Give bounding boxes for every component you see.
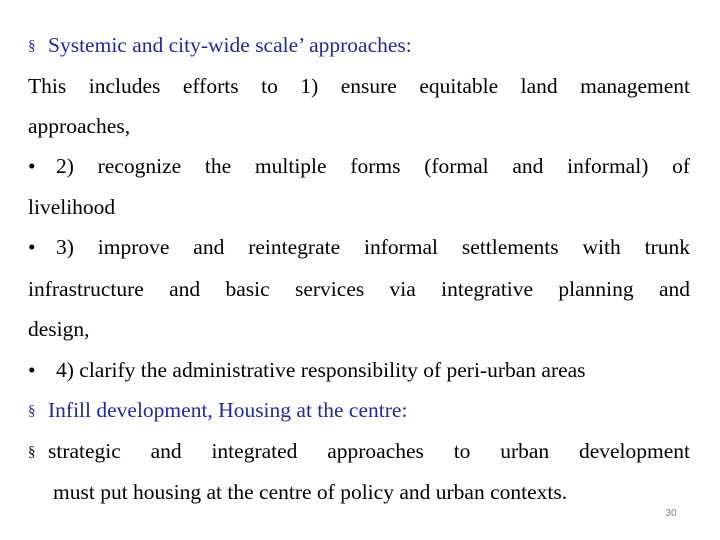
list-item-text: 2) recognize the multiple forms (formal and informal) of [56,154,690,178]
square-bullet-icon: § [28,403,36,419]
list-item-continuation: infrastructure and basic services via integrative planning and [28,277,690,301]
paragraph-line: approaches, [28,114,131,138]
list-item-continuation: livelihood [28,195,116,219]
list-item-2 [28,156,690,178]
dot-bullet-icon: • [28,235,36,259]
heading-text: Infill development, Housing at the centre: [48,398,408,422]
list-item-3 [28,237,690,259]
paragraph-text: strategic and integrated approaches to urban development [48,439,690,463]
square-bullet-icon: § [28,38,36,54]
list-item-text: 4) clarify the administrative responsibility of peri-urban areas [56,358,586,382]
paragraph-line: must put housing at the centre of policy and urban contexts. [53,480,568,504]
page-number: 30 [665,508,677,519]
paragraph-line: This includes efforts to 1) ensure equitable land management [28,74,690,98]
list-item-4 [28,360,690,382]
dot-bullet-icon: • [28,154,36,178]
heading-infill [28,400,690,422]
heading-systemic [28,35,690,57]
list-item-continuation: design, [28,317,90,341]
square-bullet-icon: § [28,444,36,460]
heading-text: Systemic and city-wide scale’ approaches: [48,33,412,57]
dot-bullet-icon: • [28,358,36,382]
paragraph-strategic [28,441,690,463]
list-item-text: 3) improve and reintegrate informal settlements with trunk [56,235,690,259]
